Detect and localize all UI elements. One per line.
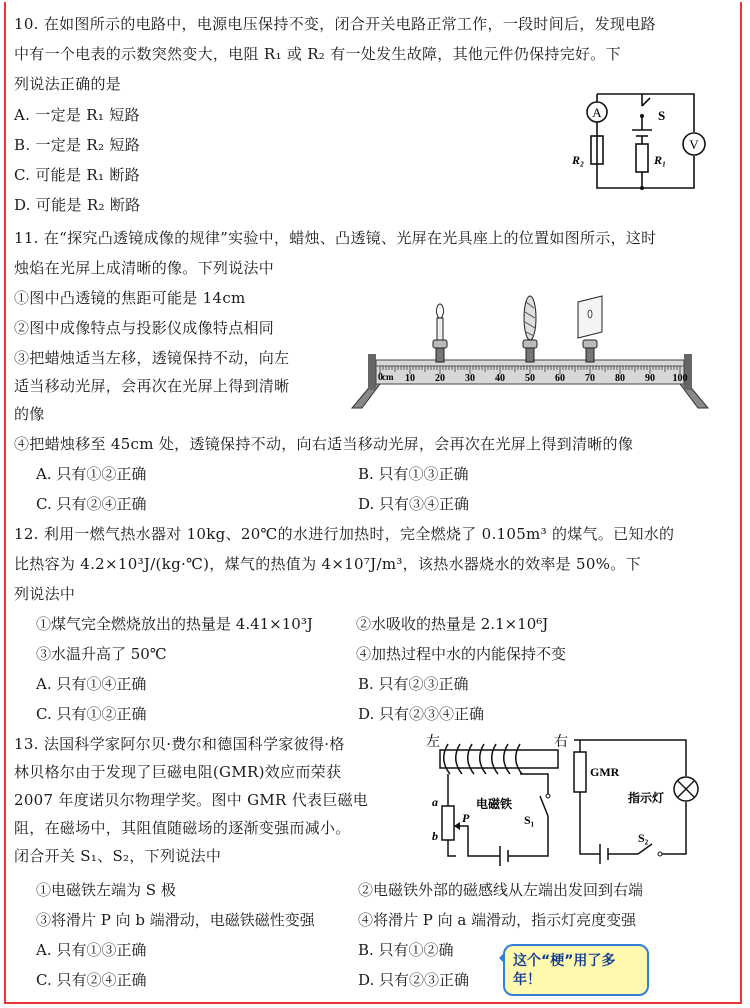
q11-option-c: C. 只有②④正确 bbox=[36, 495, 147, 513]
q10-option-c: C. 可能是 R₁ 断路 bbox=[14, 166, 140, 184]
q10-stem-line: 中有一个电表的示数突然变大，电阻 R₁ 或 R₂ 有一处发生故障，其他元件仍保持完好。下 bbox=[14, 45, 621, 63]
q11-stem-line: 11. 在“探究凸透镜成像的规律”实验中，蜡烛、凸透镜、光屏在光具座上的位置如图所示，这时 bbox=[14, 229, 657, 247]
q10-option-d: D. 可能是 R₂ 断路 bbox=[14, 196, 141, 214]
q13-statement-3: ③将滑片 P 向 b 端滑动，电磁铁磁性变强 bbox=[36, 911, 315, 929]
bench-tick-label: 10 bbox=[405, 373, 415, 384]
q12-stem-line: 比热容为 4.2×10³J/(kg·℃)，煤气的热值为 4×10⁷J/m³，该热水器烧水的效率是 50%。下 bbox=[14, 555, 641, 573]
bench-tick-label: 20 bbox=[435, 373, 445, 384]
q12-statement-2: ②水吸收的热量是 2.1×10⁶J bbox=[356, 615, 549, 633]
terminal-a-label: a bbox=[432, 795, 438, 809]
q11-stem-line: 烛焰在光屏上成清晰的像。下列说法中 bbox=[14, 259, 275, 277]
q12-statement-3: ③水温升高了 50℃ bbox=[36, 645, 167, 663]
q12-option-b: B. 只有②③正确 bbox=[358, 675, 469, 693]
bench-tick-label: 50 bbox=[525, 373, 535, 384]
switch-label: S bbox=[658, 108, 666, 123]
bench-tick-label: 30 bbox=[465, 373, 475, 384]
q11-statement: 适当移动光屏，会再次在光屏上得到清晰 bbox=[14, 377, 290, 395]
q11-statement: 的像 bbox=[14, 405, 45, 423]
q13-option-b: B. 只有①②确 bbox=[358, 941, 454, 959]
q10-circuit-diagram bbox=[570, 84, 720, 196]
q10-option-b: B. 一定是 R₂ 短路 bbox=[14, 136, 141, 154]
q12-option-c: C. 只有①②正确 bbox=[36, 705, 147, 723]
terminal-b-label: b bbox=[432, 829, 438, 843]
callout-text: 这个“梗”用了多年！ bbox=[513, 953, 616, 988]
gmr-circuit-diagram bbox=[420, 734, 720, 870]
q13-stem-line: 林贝格尔由于发现了巨磁电阻(GMR)效应而荣获 bbox=[14, 763, 342, 781]
voltmeter-label: V bbox=[689, 137, 699, 152]
q11-option-a: A. 只有①②正确 bbox=[36, 465, 147, 483]
q13-statement-2: ②电磁铁外部的磁感线从左端出发回到右端 bbox=[358, 881, 644, 899]
slider-p-label: P bbox=[462, 811, 470, 825]
q13-statement-1: ①电磁铁左端为 S 极 bbox=[36, 881, 176, 899]
bench-tick-label: 90 bbox=[645, 373, 655, 384]
bench-unit: cm bbox=[382, 372, 394, 382]
q13-stem-line: 13. 法国科学家阿尔贝·费尔和德国科学家彼得·格 bbox=[14, 735, 345, 753]
q11-statement: ④把蜡烛移至 45cm 处，透镜保持不动，向右适当移动光屏，会再次在光屏上得到清晰的像 bbox=[14, 435, 634, 453]
bench-tick-label: 70 bbox=[585, 373, 595, 384]
q11-option-b: B. 只有①③正确 bbox=[358, 465, 469, 483]
r1-label: R₁ bbox=[654, 153, 667, 167]
q11-option-d: D. 只有③④正确 bbox=[358, 495, 470, 513]
q10-stem-line: 10. 在如图所示的电路中，电源电压保持不变，闭合开关电路正常工作，一段时间后，发现电路 bbox=[14, 15, 656, 33]
q13-stem-line: 阻，在磁场中，其阻值随磁场的逐渐变强而减小。 bbox=[14, 819, 351, 837]
q10-option-a: A. 一定是 R₁ 短路 bbox=[14, 106, 140, 124]
right-end-label: 右 bbox=[554, 735, 568, 750]
q13-option-c: C. 只有②④正确 bbox=[36, 971, 147, 989]
electromagnet-label: 电磁铁 bbox=[476, 797, 513, 811]
bench-tick-label: 40 bbox=[495, 373, 505, 384]
callout-note bbox=[503, 944, 649, 996]
q13-statement-4: ④将滑片 P 向 a 端滑动，指示灯亮度变强 bbox=[358, 911, 637, 929]
q12-option-a: A. 只有①④正确 bbox=[36, 675, 147, 693]
q11-statement: ①图中凸透镜的焦距可能是 14cm bbox=[14, 289, 246, 307]
q10-stem-line: 列说法正确的是 bbox=[14, 75, 122, 93]
q12-option-d: D. 只有②③④正确 bbox=[358, 705, 485, 723]
gmr-label: GMR bbox=[590, 765, 620, 779]
q12-stem-line: 12. 利用一燃气热水器对 10kg、20℃的水进行加热时，完全燃烧了 0.105m³ 的煤气。已知水的 bbox=[14, 525, 675, 543]
bench-tick-label: 100 bbox=[672, 373, 688, 384]
q13-option-d: D. 只有②③正确 bbox=[358, 971, 470, 989]
q11-statement: ③把蜡烛适当左移，透镜保持不动，向左 bbox=[14, 349, 290, 367]
q12-stem-line: 列说法中 bbox=[14, 585, 76, 603]
switch-s2-label: S₂ bbox=[638, 831, 649, 845]
indicator-lamp-label: 指示灯 bbox=[628, 791, 665, 805]
q11-statement: ②图中成像特点与投影仪成像特点相同 bbox=[14, 319, 275, 337]
q12-statement-1: ①煤气完全燃烧放出的热量是 4.41×10³J bbox=[36, 615, 313, 633]
q13-stem-line: 闭合开关 S₁、S₂，下列说法中 bbox=[14, 847, 222, 865]
ammeter-label: A bbox=[592, 105, 602, 120]
bench-tick-label: 60 bbox=[555, 373, 565, 384]
left-end-label: 左 bbox=[426, 735, 440, 750]
bench-tick-label: 0 bbox=[378, 372, 383, 383]
optical-bench-diagram bbox=[350, 288, 710, 416]
bench-tick-label: 80 bbox=[615, 373, 625, 384]
q13-stem-line: 2007 年度诺贝尔物理学奖。图中 GMR 代表巨磁电 bbox=[14, 791, 369, 809]
r2-label: R₂ bbox=[572, 153, 585, 167]
q12-statement-4: ④加热过程中水的内能保持不变 bbox=[356, 645, 567, 663]
switch-s1-label: S₁ bbox=[524, 813, 535, 827]
q13-option-a: A. 只有①③正确 bbox=[36, 941, 147, 959]
